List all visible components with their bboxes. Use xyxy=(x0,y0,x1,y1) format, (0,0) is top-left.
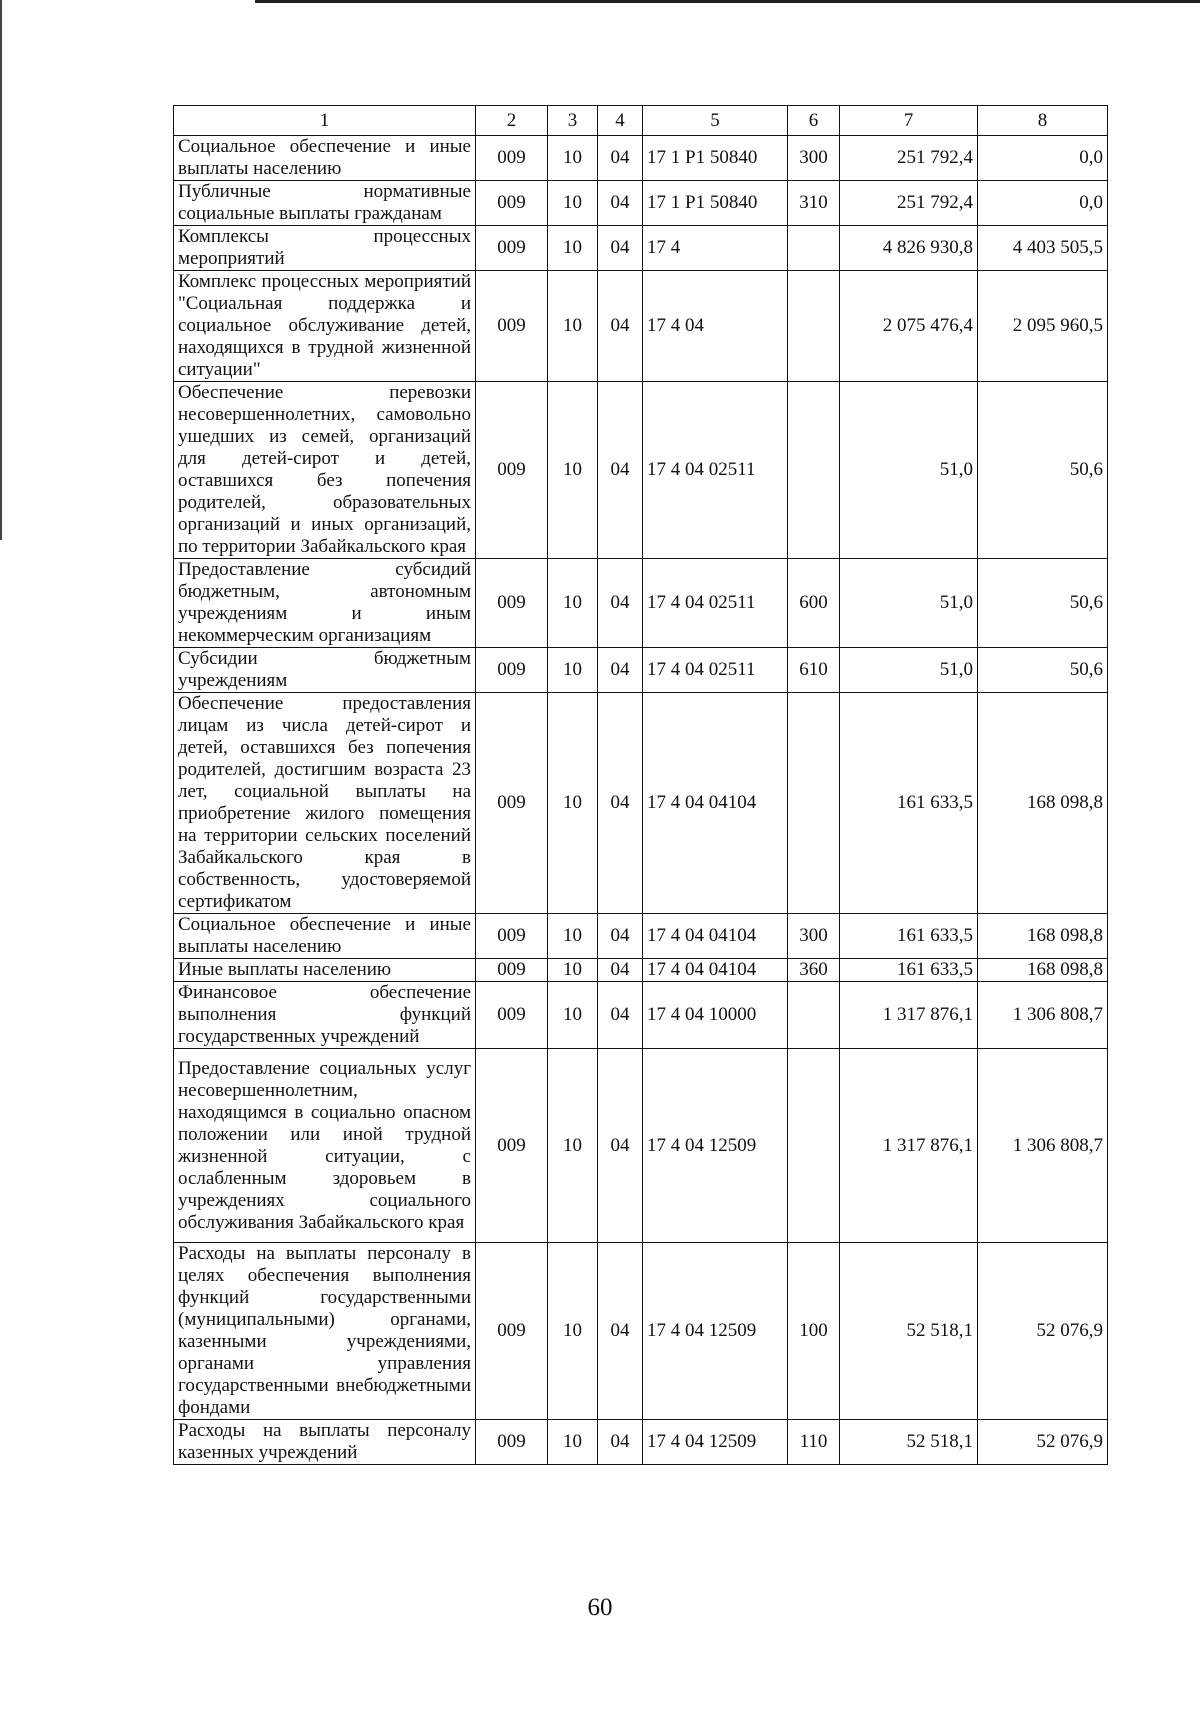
amount-year-2-cell: 4 403 505,5 xyxy=(978,226,1108,271)
expense-name-cell: Расходы на выплаты персоналу в целях обеспечения выполнения функций государственными (муниципальными) органами, казенными учреждениями, органами управления государственными внебюджетными фондами xyxy=(174,1243,476,1420)
amount-year-2-cell: 168 098,8 xyxy=(978,959,1108,982)
expense-type-cell: 300 xyxy=(788,914,840,959)
section-code-cell: 10 xyxy=(548,982,598,1049)
ministry-code-cell: 009 xyxy=(476,982,548,1049)
ministry-code-cell: 009 xyxy=(476,181,548,226)
amount-year-1-cell: 51,0 xyxy=(840,382,978,559)
amount-year-1-cell: 161 633,5 xyxy=(840,914,978,959)
table-row xyxy=(174,959,1108,982)
amount-year-2-cell: 0,0 xyxy=(978,181,1108,226)
column-header: 1 xyxy=(174,106,476,136)
expense-name-cell: Обеспечение предоставления лицам из числа детей-сирот и детей, оставшихся без попечения родителей, достигшим возраста 23 лет, социальной выплаты на приобретение жилого помещения на территории сельских поселений Забайкальского края в собственность, удостоверяемой сертификатом xyxy=(174,693,476,914)
ministry-code-cell: 009 xyxy=(476,1420,548,1465)
section-code-cell: 10 xyxy=(548,959,598,982)
table-row xyxy=(174,181,1108,226)
table-row xyxy=(174,382,1108,559)
subsection-code-cell: 04 xyxy=(598,271,643,382)
subsection-code-cell: 04 xyxy=(598,959,643,982)
section-code-cell: 10 xyxy=(548,181,598,226)
section-code-cell: 10 xyxy=(548,559,598,648)
section-code-cell: 10 xyxy=(548,271,598,382)
target-article-cell: 17 4 04 12509 xyxy=(643,1049,788,1243)
section-code-cell: 10 xyxy=(548,226,598,271)
amount-year-1-cell: 251 792,4 xyxy=(840,136,978,181)
expense-name-cell: Обеспечение перевозки несовершеннолетних, самовольно ушедших из семей, организаций для детей-сирот и детей, оставшихся без попечения родителей, образовательных организаций и иных организаций, по территории Забайкальского края xyxy=(174,382,476,559)
section-code-cell: 10 xyxy=(548,1420,598,1465)
expense-type-cell xyxy=(788,982,840,1049)
target-article-cell: 17 4 04 xyxy=(643,271,788,382)
expense-name-cell: Предоставление субсидий бюджетным, автономным учреждениям и иным некоммерческим организациям xyxy=(174,559,476,648)
scan-left-border xyxy=(0,0,2,540)
ministry-code-cell: 009 xyxy=(476,226,548,271)
table-row xyxy=(174,559,1108,648)
target-article-cell: 17 4 04 04104 xyxy=(643,914,788,959)
table-row xyxy=(174,136,1108,181)
amount-year-2-cell: 2 095 960,5 xyxy=(978,271,1108,382)
target-article-cell: 17 4 04 02511 xyxy=(643,648,788,693)
table-row xyxy=(174,226,1108,271)
target-article-cell: 17 4 04 10000 xyxy=(643,982,788,1049)
ministry-code-cell: 009 xyxy=(476,271,548,382)
amount-year-1-cell: 1 317 876,1 xyxy=(840,982,978,1049)
section-code-cell: 10 xyxy=(548,136,598,181)
target-article-cell: 17 4 04 02511 xyxy=(643,382,788,559)
expense-name-cell: Предоставление социальных услуг несовершеннолетним, находящимся в социально опасном положении или иной трудной жизненной ситуации, с ослабленным здоровьем в учреждениях социального обслуживания Забайкальского края xyxy=(174,1049,476,1243)
section-code-cell: 10 xyxy=(548,382,598,559)
column-header: 8 xyxy=(978,106,1108,136)
amount-year-2-cell: 1 306 808,7 xyxy=(978,982,1108,1049)
amount-year-1-cell: 52 518,1 xyxy=(840,1243,978,1420)
table-row xyxy=(174,1420,1108,1465)
amount-year-1-cell: 4 826 930,8 xyxy=(840,226,978,271)
table-row xyxy=(174,1049,1108,1243)
subsection-code-cell: 04 xyxy=(598,914,643,959)
subsection-code-cell: 04 xyxy=(598,181,643,226)
amount-year-2-cell: 0,0 xyxy=(978,136,1108,181)
ministry-code-cell: 009 xyxy=(476,559,548,648)
subsection-code-cell: 04 xyxy=(598,982,643,1049)
ministry-code-cell: 009 xyxy=(476,1049,548,1243)
section-code-cell: 10 xyxy=(548,1049,598,1243)
amount-year-2-cell: 52 076,9 xyxy=(978,1243,1108,1420)
page-number: 60 xyxy=(587,1594,613,1621)
subsection-code-cell: 04 xyxy=(598,382,643,559)
ministry-code-cell: 009 xyxy=(476,648,548,693)
subsection-code-cell: 04 xyxy=(598,1243,643,1420)
amount-year-2-cell: 52 076,9 xyxy=(978,1420,1108,1465)
ministry-code-cell: 009 xyxy=(476,136,548,181)
table-row xyxy=(174,693,1108,914)
ministry-code-cell: 009 xyxy=(476,693,548,914)
target-article-cell: 17 4 04 12509 xyxy=(643,1420,788,1465)
subsection-code-cell: 04 xyxy=(598,1420,643,1465)
ministry-code-cell: 009 xyxy=(476,1243,548,1420)
expense-type-cell xyxy=(788,693,840,914)
amount-year-1-cell: 161 633,5 xyxy=(840,693,978,914)
target-article-cell: 17 1 P1 50840 xyxy=(643,136,788,181)
expense-type-cell xyxy=(788,1049,840,1243)
scan-top-border xyxy=(255,0,1200,3)
target-article-cell: 17 4 04 02511 xyxy=(643,559,788,648)
expense-name-cell: Публичные нормативные социальные выплаты гражданам xyxy=(174,181,476,226)
amount-year-2-cell: 168 098,8 xyxy=(978,693,1108,914)
amount-year-2-cell: 50,6 xyxy=(978,648,1108,693)
section-code-cell: 10 xyxy=(548,693,598,914)
amount-year-1-cell: 1 317 876,1 xyxy=(840,1049,978,1243)
table-body xyxy=(174,136,1108,1465)
expense-name-cell: Комплекс процессных мероприятий "Социальная поддержка и социальное обслуживание детей, находящихся в трудной жизненной ситуации" xyxy=(174,271,476,382)
subsection-code-cell: 04 xyxy=(598,693,643,914)
amount-year-1-cell: 51,0 xyxy=(840,648,978,693)
table-row xyxy=(174,271,1108,382)
expense-type-cell xyxy=(788,382,840,559)
column-header: 3 xyxy=(548,106,598,136)
target-article-cell: 17 4 04 04104 xyxy=(643,959,788,982)
expense-name-cell: Субсидии бюджетным учреждениям xyxy=(174,648,476,693)
column-header: 5 xyxy=(643,106,788,136)
column-header: 7 xyxy=(840,106,978,136)
section-code-cell: 10 xyxy=(548,1243,598,1420)
subsection-code-cell: 04 xyxy=(598,136,643,181)
expense-name-cell: Комплексы процессных мероприятий xyxy=(174,226,476,271)
ministry-code-cell: 009 xyxy=(476,959,548,982)
table-row xyxy=(174,1243,1108,1420)
expense-type-cell xyxy=(788,226,840,271)
expense-type-cell: 300 xyxy=(788,136,840,181)
amount-year-2-cell: 1 306 808,7 xyxy=(978,1049,1108,1243)
subsection-code-cell: 04 xyxy=(598,1049,643,1243)
table-row xyxy=(174,914,1108,959)
amount-year-1-cell: 2 075 476,4 xyxy=(840,271,978,382)
table-row xyxy=(174,982,1108,1049)
expense-name-cell: Социальное обеспечение и иные выплаты населению xyxy=(174,914,476,959)
expense-type-cell xyxy=(788,271,840,382)
expense-type-cell: 310 xyxy=(788,181,840,226)
ministry-code-cell: 009 xyxy=(476,382,548,559)
subsection-code-cell: 04 xyxy=(598,226,643,271)
column-header: 6 xyxy=(788,106,840,136)
expense-type-cell: 110 xyxy=(788,1420,840,1465)
subsection-code-cell: 04 xyxy=(598,559,643,648)
column-header: 2 xyxy=(476,106,548,136)
target-article-cell: 17 4 04 04104 xyxy=(643,693,788,914)
section-code-cell: 10 xyxy=(548,648,598,693)
target-article-cell: 17 4 xyxy=(643,226,788,271)
amount-year-2-cell: 50,6 xyxy=(978,382,1108,559)
expense-name-cell: Расходы на выплаты персоналу казенных учреждений xyxy=(174,1420,476,1465)
table-row xyxy=(174,648,1108,693)
amount-year-2-cell: 168 098,8 xyxy=(978,914,1108,959)
ministry-code-cell: 009 xyxy=(476,914,548,959)
expense-type-cell: 600 xyxy=(788,559,840,648)
expense-type-cell: 610 xyxy=(788,648,840,693)
amount-year-1-cell: 52 518,1 xyxy=(840,1420,978,1465)
amount-year-2-cell: 50,6 xyxy=(978,559,1108,648)
budget-table xyxy=(173,105,1108,1465)
expense-type-cell: 360 xyxy=(788,959,840,982)
subsection-code-cell: 04 xyxy=(598,648,643,693)
amount-year-1-cell: 51,0 xyxy=(840,559,978,648)
amount-year-1-cell: 161 633,5 xyxy=(840,959,978,982)
column-header: 4 xyxy=(598,106,643,136)
section-code-cell: 10 xyxy=(548,914,598,959)
expense-name-cell: Социальное обеспечение и иные выплаты населению xyxy=(174,136,476,181)
target-article-cell: 17 4 04 12509 xyxy=(643,1243,788,1420)
target-article-cell: 17 1 P1 50840 xyxy=(643,181,788,226)
expense-name-cell: Иные выплаты населению xyxy=(174,959,476,982)
amount-year-1-cell: 251 792,4 xyxy=(840,181,978,226)
expense-name-cell: Финансовое обеспечение выполнения функций государственных учреждений xyxy=(174,982,476,1049)
column-number-header-row xyxy=(174,106,1108,136)
expense-type-cell: 100 xyxy=(788,1243,840,1420)
